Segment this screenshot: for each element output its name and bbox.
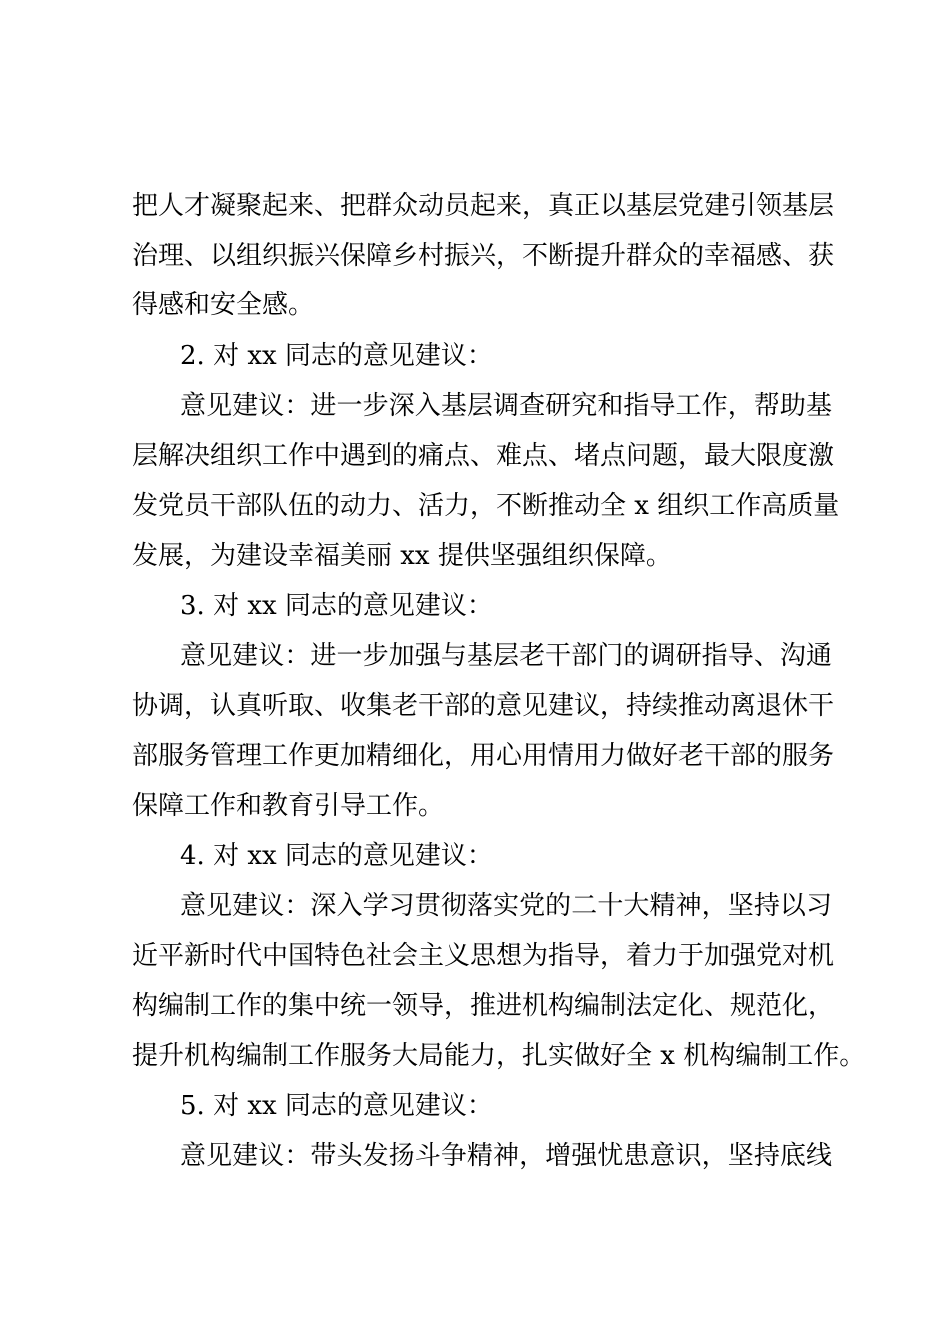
paragraph-line: 意见建议：深入学习贯彻落实党的二十大精神，坚持以习 [180, 891, 832, 921]
paragraph-line: 层解决组织工作中遇到的痛点、难点、堵点问题，最大限度激 [132, 441, 835, 471]
paragraph-line: 意见建议：进一步深入基层调查研究和指导工作，帮助基 [180, 391, 832, 421]
section-heading: 5. 对 xx 同志的意见建议： [180, 1091, 493, 1121]
paragraph-line: 治理、以组织振兴保障乡村振兴，不断提升群众的幸福感、获 [132, 241, 835, 271]
section-heading: 2. 对 xx 同志的意见建议： [180, 341, 493, 371]
paragraph-line: 部服务管理工作更加精细化，用心用情用力做好老干部的服务 [132, 741, 835, 771]
section-heading: 4. 对 xx 同志的意见建议： [180, 841, 493, 871]
paragraph-line: 提升机构编制工作服务大局能力，扎实做好全 x 机构编制工作。 [132, 1041, 866, 1071]
paragraph-line: 近平新时代中国特色社会主义思想为指导，着力于加强党对机 [132, 941, 835, 971]
paragraph-line: 发展，为建设幸福美丽 xx 提供坚强组织保障。 [132, 541, 672, 571]
section-heading: 3. 对 xx 同志的意见建议： [180, 591, 493, 621]
paragraph-line: 保障工作和教育引导工作。 [132, 791, 445, 821]
paragraph-line: 发党员干部队伍的动力、活力，不断推动全 x 组织工作高质量 [132, 491, 840, 521]
paragraph-line: 意见建议：带头发扬斗争精神，增强忧患意识，坚持底线 [180, 1141, 832, 1171]
paragraph-line: 得感和安全感。 [132, 290, 315, 320]
paragraph-line: 意见建议：进一步加强与基层老干部门的调研指导、沟通 [180, 641, 832, 671]
paragraph-line: 把人才凝聚起来、把群众动员起来，真正以基层党建引领基层 [132, 191, 835, 221]
paragraph-line: 协调，认真听取、收集老干部的意见建议，持续推动离退休干 [132, 691, 835, 721]
paragraph-line: 构编制工作的集中统一领导，推进机构编制法定化、规范化， [132, 991, 835, 1021]
